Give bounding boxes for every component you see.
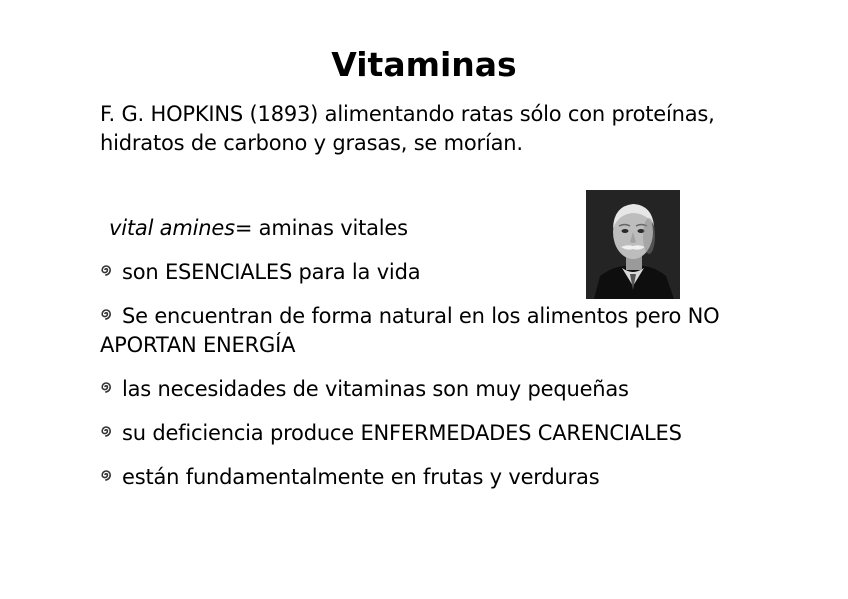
subtitle-line bbox=[109, 214, 408, 243]
list-item bbox=[100, 419, 740, 448]
bullet-text: Se encuentran de forma natural en los alimentos pero NO APORTAN ENERGÍA bbox=[100, 304, 720, 357]
spiral-bullet-icon bbox=[100, 380, 112, 394]
subtitle-italic: vital amines bbox=[109, 216, 235, 240]
bullet-list bbox=[100, 258, 740, 507]
spiral-bullet-icon bbox=[100, 307, 112, 321]
list-item bbox=[100, 463, 740, 492]
list-item bbox=[100, 375, 740, 404]
bullet-text: son ESENCIALES para la vida bbox=[122, 260, 421, 284]
bullet-text: están fundamentalmente en frutas y verduras bbox=[122, 465, 600, 489]
bullet-text: las necesidades de vitaminas son muy pequeñas bbox=[122, 377, 629, 401]
spiral-bullet-icon bbox=[100, 468, 112, 482]
list-item bbox=[100, 258, 740, 287]
subtitle-rest: = aminas vitales bbox=[234, 216, 408, 240]
spiral-bullet-icon bbox=[100, 424, 112, 438]
bullet-text: su deficiencia produce ENFERMEDADES CARENCIALES bbox=[122, 421, 682, 445]
page-title: Vitaminas bbox=[331, 45, 517, 84]
list-item bbox=[100, 302, 740, 360]
spiral-bullet-icon bbox=[100, 263, 112, 277]
intro-paragraph: F. G. HOPKINS (1893) alimentando ratas sólo con proteínas, hidratos de carbono y grasas, se morían. bbox=[100, 102, 715, 155]
